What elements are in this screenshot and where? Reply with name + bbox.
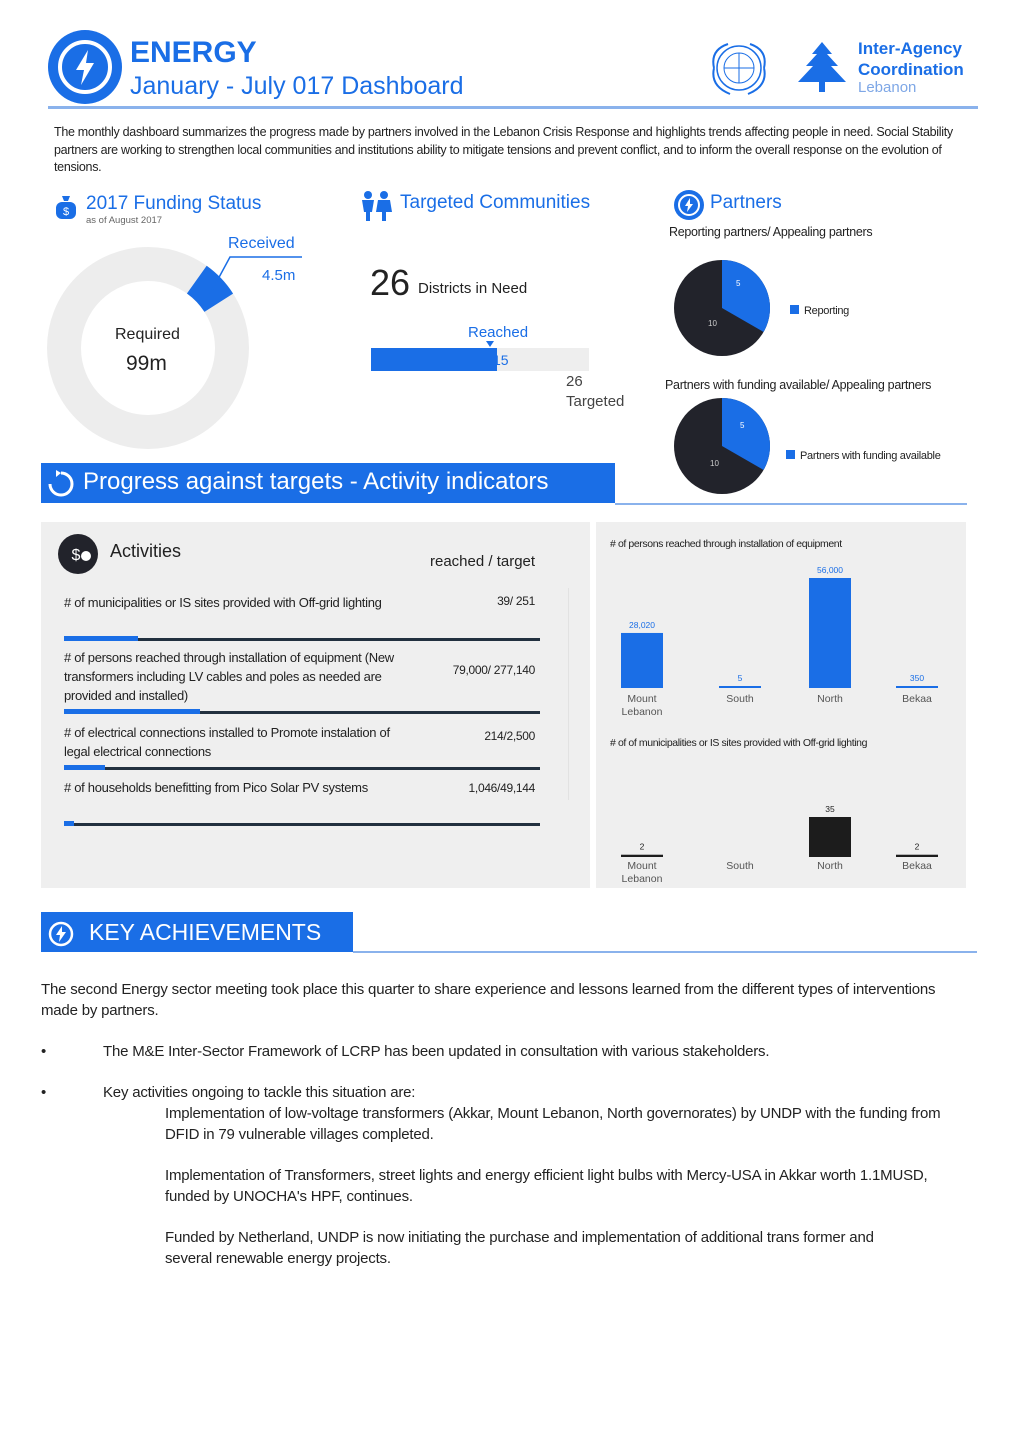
pie1-legend-swatch [790,305,799,314]
pie1-legend-label: Reporting [804,305,849,317]
cedar-tree-icon [792,38,852,98]
page-subtitle: January - July 017 Dashboard [130,72,464,100]
activity-label-3: # of electrical connections installed to Promote instalation of legal electrical connections [64,725,390,759]
progress-band-title: Progress against targets - Activity indicators [83,468,549,495]
bar-category-label: North [817,860,843,872]
districts-label: Districts in Need [418,280,528,297]
achievements-sub-1: Implementation of low-voltage transformers (Akkar, Mount Lebanon, North governorates) by UNDP with the funding from DFID in 79 vulnerable villages completed. [165,1105,941,1143]
svg-text:$: $ [71,547,81,564]
bullet-dot-1: • [41,1043,47,1060]
pie1-large-label: 10 [708,319,717,328]
partners-title: Partners [710,192,782,213]
achievements-para: The second Energy sector meeting took place this quarter to share experience and lessons learned from the different types of interventions made by partners. [41,981,936,1019]
communities-title: Targeted Communities [400,192,591,213]
bar-category-label: South [726,693,754,705]
achievements-band [41,912,353,952]
agency-line-1: Inter-Agency [858,39,962,58]
activity-progress-fill-2 [64,709,200,714]
chart2-title: # of of municipalities or IS sites provided with Off-grid lighting [610,737,868,749]
bar-value-label: 350 [909,673,925,683]
targeted-label: Targeted [566,393,625,410]
achievements-title: KEY ACHIEVEMENTS [89,919,322,945]
activity-progress-fill-3 [64,765,105,770]
achievements-bullet-2: Key activities ongoing to tackle this situation are: [103,1084,416,1101]
targeted-value: 26 [566,373,583,390]
activity-progress-1 [64,638,540,641]
pie2-chart-wrap [674,398,774,503]
districts-count: 26 [370,262,411,303]
pie2-small-label: 5 [740,421,745,430]
bar-value-label: 2 [914,841,920,852]
pie2-legend-swatch [786,450,795,459]
reached-marker [486,341,494,347]
received-value: 4.5m [262,267,296,284]
pie1-legend [790,305,849,317]
bar-category-label: Bekaa [902,860,932,872]
lightning-icon [48,30,122,104]
bar-north [809,578,851,688]
pie1-chart [674,260,774,360]
money-bag-icon [54,194,78,225]
activities-panel [41,522,590,888]
chart2-municipalities [600,795,960,887]
partners-icon [674,190,704,220]
svg-text:$: $ [62,206,70,218]
required-value: 99m [126,352,167,375]
activity-value-1: 39/ 251 [497,594,535,608]
reached-label: Reached [468,324,529,341]
progress-band-line [615,503,967,505]
bullet-dot-2: • [41,1084,47,1101]
funding-title: 2017 Funding Status [86,193,262,214]
achievements-sub-3: Funded by Netherland, UNDP is now initiating the purchase and implementation of additional trans former and several renewable energy projects. [165,1229,874,1267]
refresh-icon [47,470,75,498]
funding-as-of: as of August 2017 [86,215,163,226]
un-emblem-icon [700,36,778,100]
bar-value-label: 28,020 [629,619,655,630]
activities-col-divider [568,588,569,800]
bar-category-label: North [817,693,843,705]
bar-category-label: Lebanon [621,873,663,885]
targeted-bar [371,348,589,371]
bar-value-label: 5 [737,673,743,683]
agency-line-2: Coordination [858,60,964,79]
pie1-small-label: 5 [736,279,741,288]
pie1-title: Reporting partners/ Appealing partners [669,225,873,239]
pie2-legend [786,450,941,462]
activity-label-2: # of persons reached through installation of equipment (New transformers including LV cables and poles as needed are provided and installed) [64,650,394,703]
bar-bekaa [896,855,938,857]
pie2-legend-label: Partners with funding available [800,450,941,462]
bar-bekaa [896,686,938,688]
energy-logo [48,30,122,104]
chart1-title: # of persons reached through installation of equipment [610,538,842,550]
activities-icon [58,534,98,574]
bar-north [809,817,851,857]
achievements-line [353,951,977,953]
bar-value-label: 56,000 [817,565,843,575]
bar-category-label: Bekaa [902,693,932,705]
bar-south [719,686,761,688]
lightning-icon [47,920,75,948]
bar-value-label: 2 [639,841,645,852]
pie2-large-label: 10 [710,459,719,468]
achievements-sub-2: Implementation of Transformers, street lights and energy efficient light bulbs with Mercy-USA in Akkar worth 1.1MUSD, funded by UNOCHA's HPF, continues. [165,1167,928,1205]
pie2-chart [674,398,774,498]
bar-mount-lebanon [621,855,663,857]
bar-category-label: Lebanon [621,706,663,718]
activity-progress-2 [64,711,540,714]
chart1-persons-reached [600,558,960,723]
intro-text: The monthly dashboard summarizes the progress made by partners involved in the Lebanon Crisis Response and highlights trends affecting people in need. Social Stability partners are working to strengthen local communities and institutions ability to mitigate tensions and prevent conflict, and to inform the overall response on the evolution of tensions. [54,125,953,174]
agency-line-3: Lebanon [858,79,917,96]
activity-value-3: 214/2,500 [484,729,535,743]
bar-category-label: Mount [627,693,657,705]
activity-progress-4 [64,823,540,826]
required-label: Required [115,326,180,343]
page-title: ENERGY [130,36,257,69]
reached-value: 15 [493,352,509,368]
bar-mount-lebanon [621,633,663,688]
header-divider [48,106,978,109]
bar-category-label: Mount [627,860,657,872]
pie2-title: Partners with funding available/ Appealing partners [665,378,932,392]
received-label: Received [228,235,295,252]
achievements-bullet-1: The M&E Inter-Sector Framework of LCRP has been updated in consultation with various stakeholders. [103,1043,770,1060]
bar-value-label: 35 [825,804,835,814]
activity-value-2: 79,000/ 277,140 [452,663,535,677]
activity-progress-fill-4 [64,821,74,826]
progress-band [41,463,615,503]
activity-progress-3 [64,767,540,770]
activities-col-header: reached / target [430,553,536,570]
bar-category-label: South [726,860,754,872]
activities-title: Activities [110,541,182,561]
activity-label-1: # of municipalities or IS sites provided with Off-grid lighting [64,595,382,610]
people-icon [358,190,394,227]
reached-bar [371,348,497,371]
agency-name [858,38,964,95]
activity-progress-fill-1 [64,636,138,641]
activity-value-4: 1,046/49,144 [468,781,535,795]
activity-label-4: # of households benefitting from Pico Solar PV systems [64,780,368,795]
